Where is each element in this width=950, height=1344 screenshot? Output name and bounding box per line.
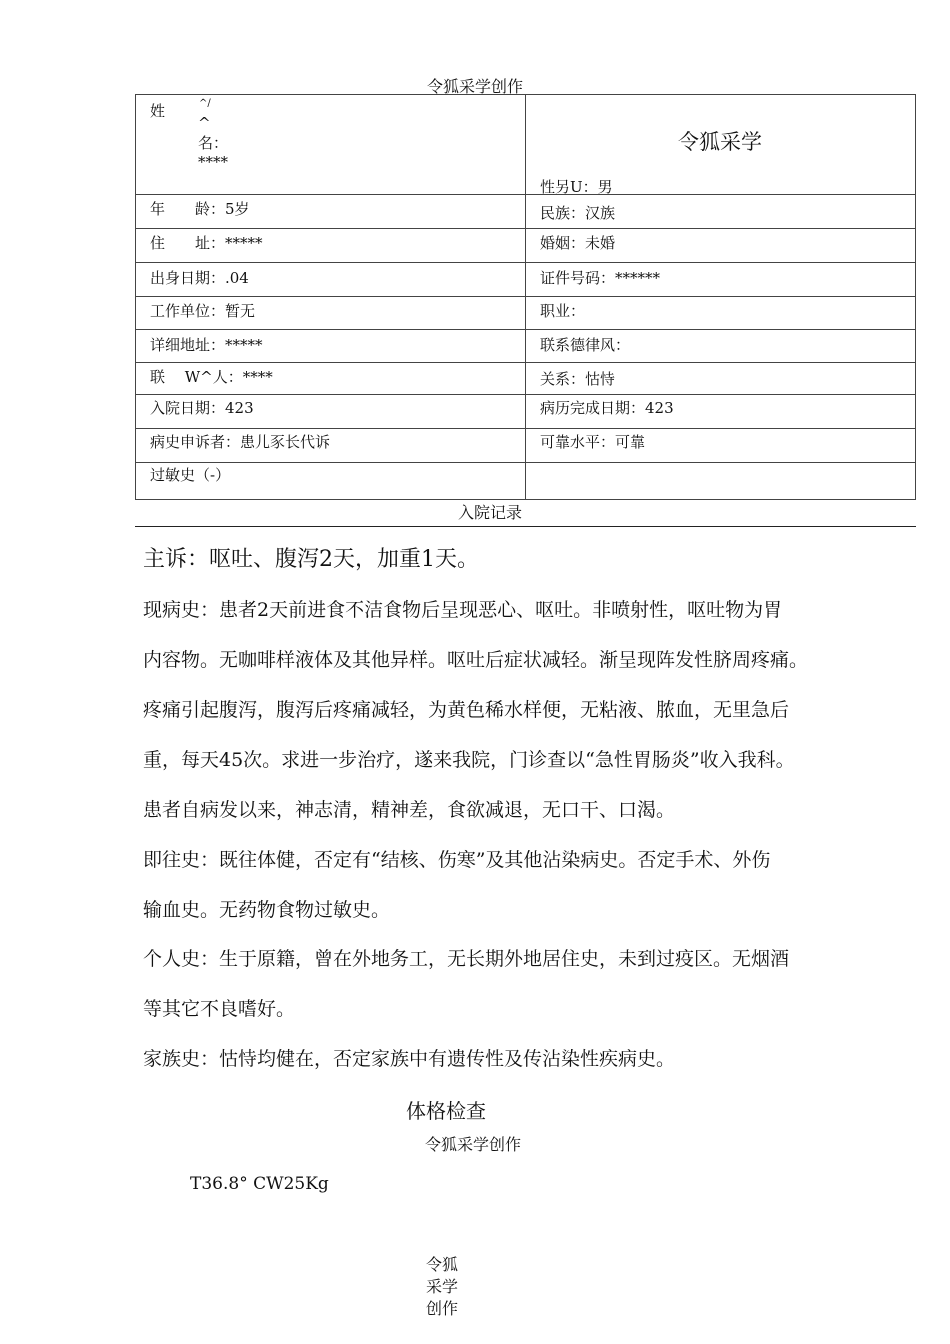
marital-field: 婚姻：未婚 <box>540 234 616 252</box>
present-history-line: 疼痛引起腹泻，腹泻后疼痛减轻，为黄色稀水样便，无粘液、脓血，无里急后 <box>143 699 790 721</box>
name-mark: ^/ <box>199 98 211 109</box>
past-history-line: 即往史：既往体健，否定有“结核、伤寒”及其他沾染病史。否定手术、外伤 <box>143 849 771 871</box>
page-footer: 令狐采学创作 <box>424 1135 521 1154</box>
exam-title: 体格检查 <box>406 1099 486 1123</box>
watermark-line: 令狐 <box>425 1255 458 1274</box>
age-field: 年 龄：5岁 <box>150 200 250 218</box>
admission-date-field: 入院日期：423 <box>150 399 254 417</box>
chief-complaint: 主诉：呕吐、腹泻2天，加重1天。 <box>143 547 479 572</box>
ethnicity-field: 民族：汉族 <box>540 204 616 222</box>
vitals: T36.8° CW25Kg <box>190 1174 329 1194</box>
address-field: 住 址：***** <box>150 234 263 252</box>
allergy-field: 过敏史（-） <box>150 466 231 484</box>
watermark-line: 创作 <box>425 1299 458 1318</box>
name-label: 姓 <box>150 102 166 120</box>
personal-history-line: 个人史：生于原籍，曾在外地务工，无长期外地居住史，未到过疫区。无烟酒 <box>143 948 790 970</box>
contact-person-field: 联 W^人：**** <box>150 368 273 386</box>
family-history <box>143 1034 933 1084</box>
birthdate-field: 出身日期：.04 <box>150 269 249 287</box>
name-field <box>150 98 229 171</box>
id-number-field: 证件号码：****** <box>540 269 661 287</box>
detail-address-field: 详细地址：***** <box>150 336 263 354</box>
gender-field: 性另U：男 <box>540 178 613 196</box>
page-header: 令狐采学创作 <box>426 77 523 96</box>
present-history-line: 重，每天45次。求进一步治疗，遂来我院，门诊查以“急性胃肠炎”收入我科。 <box>143 749 795 771</box>
occupation-field: 职业： <box>540 302 586 320</box>
past-history <box>143 835 933 935</box>
past-history-line: 输血史。无药物食物过敏史。 <box>143 899 391 921</box>
section-title: 入院记录 <box>457 503 522 522</box>
phone-field: 联系德律风： <box>540 336 631 354</box>
personal-history <box>143 934 933 1034</box>
divider <box>135 526 916 527</box>
watermark-line: 采学 <box>425 1277 458 1296</box>
present-history <box>143 585 933 835</box>
present-history-line: 患者自病发以来，神志清，精神差，食欲减退，无口干、口渴。 <box>143 799 676 821</box>
bottom-watermark <box>422 1254 462 1320</box>
present-history-line: 内容物。无咖啡样液体及其他异样。呕吐后症状减轻。渐呈现阵发性脐周疼痛。 <box>143 649 809 671</box>
employer-field: 工作单位：暂无 <box>150 302 256 320</box>
record-date-field: 病历完成日期：423 <box>540 399 674 417</box>
reliability-field: 可靠水平：可靠 <box>540 433 646 451</box>
personal-history-line: 等其它不良嗜好。 <box>143 998 296 1020</box>
name-value: ^名：**** <box>198 114 229 171</box>
informant-field: 病史申诉者：患儿豕长代诉 <box>150 433 331 451</box>
relation-field: 关系：怙恃 <box>540 370 616 388</box>
present-history-line: 现病史：患者2天前进食不洁食物后呈现恶心、呕吐。非喷射性，呕吐物为胃 <box>143 599 783 621</box>
doc-big-title: 令狐采学 <box>678 130 762 154</box>
family-history-line: 家族史：怙恃均健在，否定家族中有遗传性及传沾染性疾病史。 <box>143 1048 676 1070</box>
